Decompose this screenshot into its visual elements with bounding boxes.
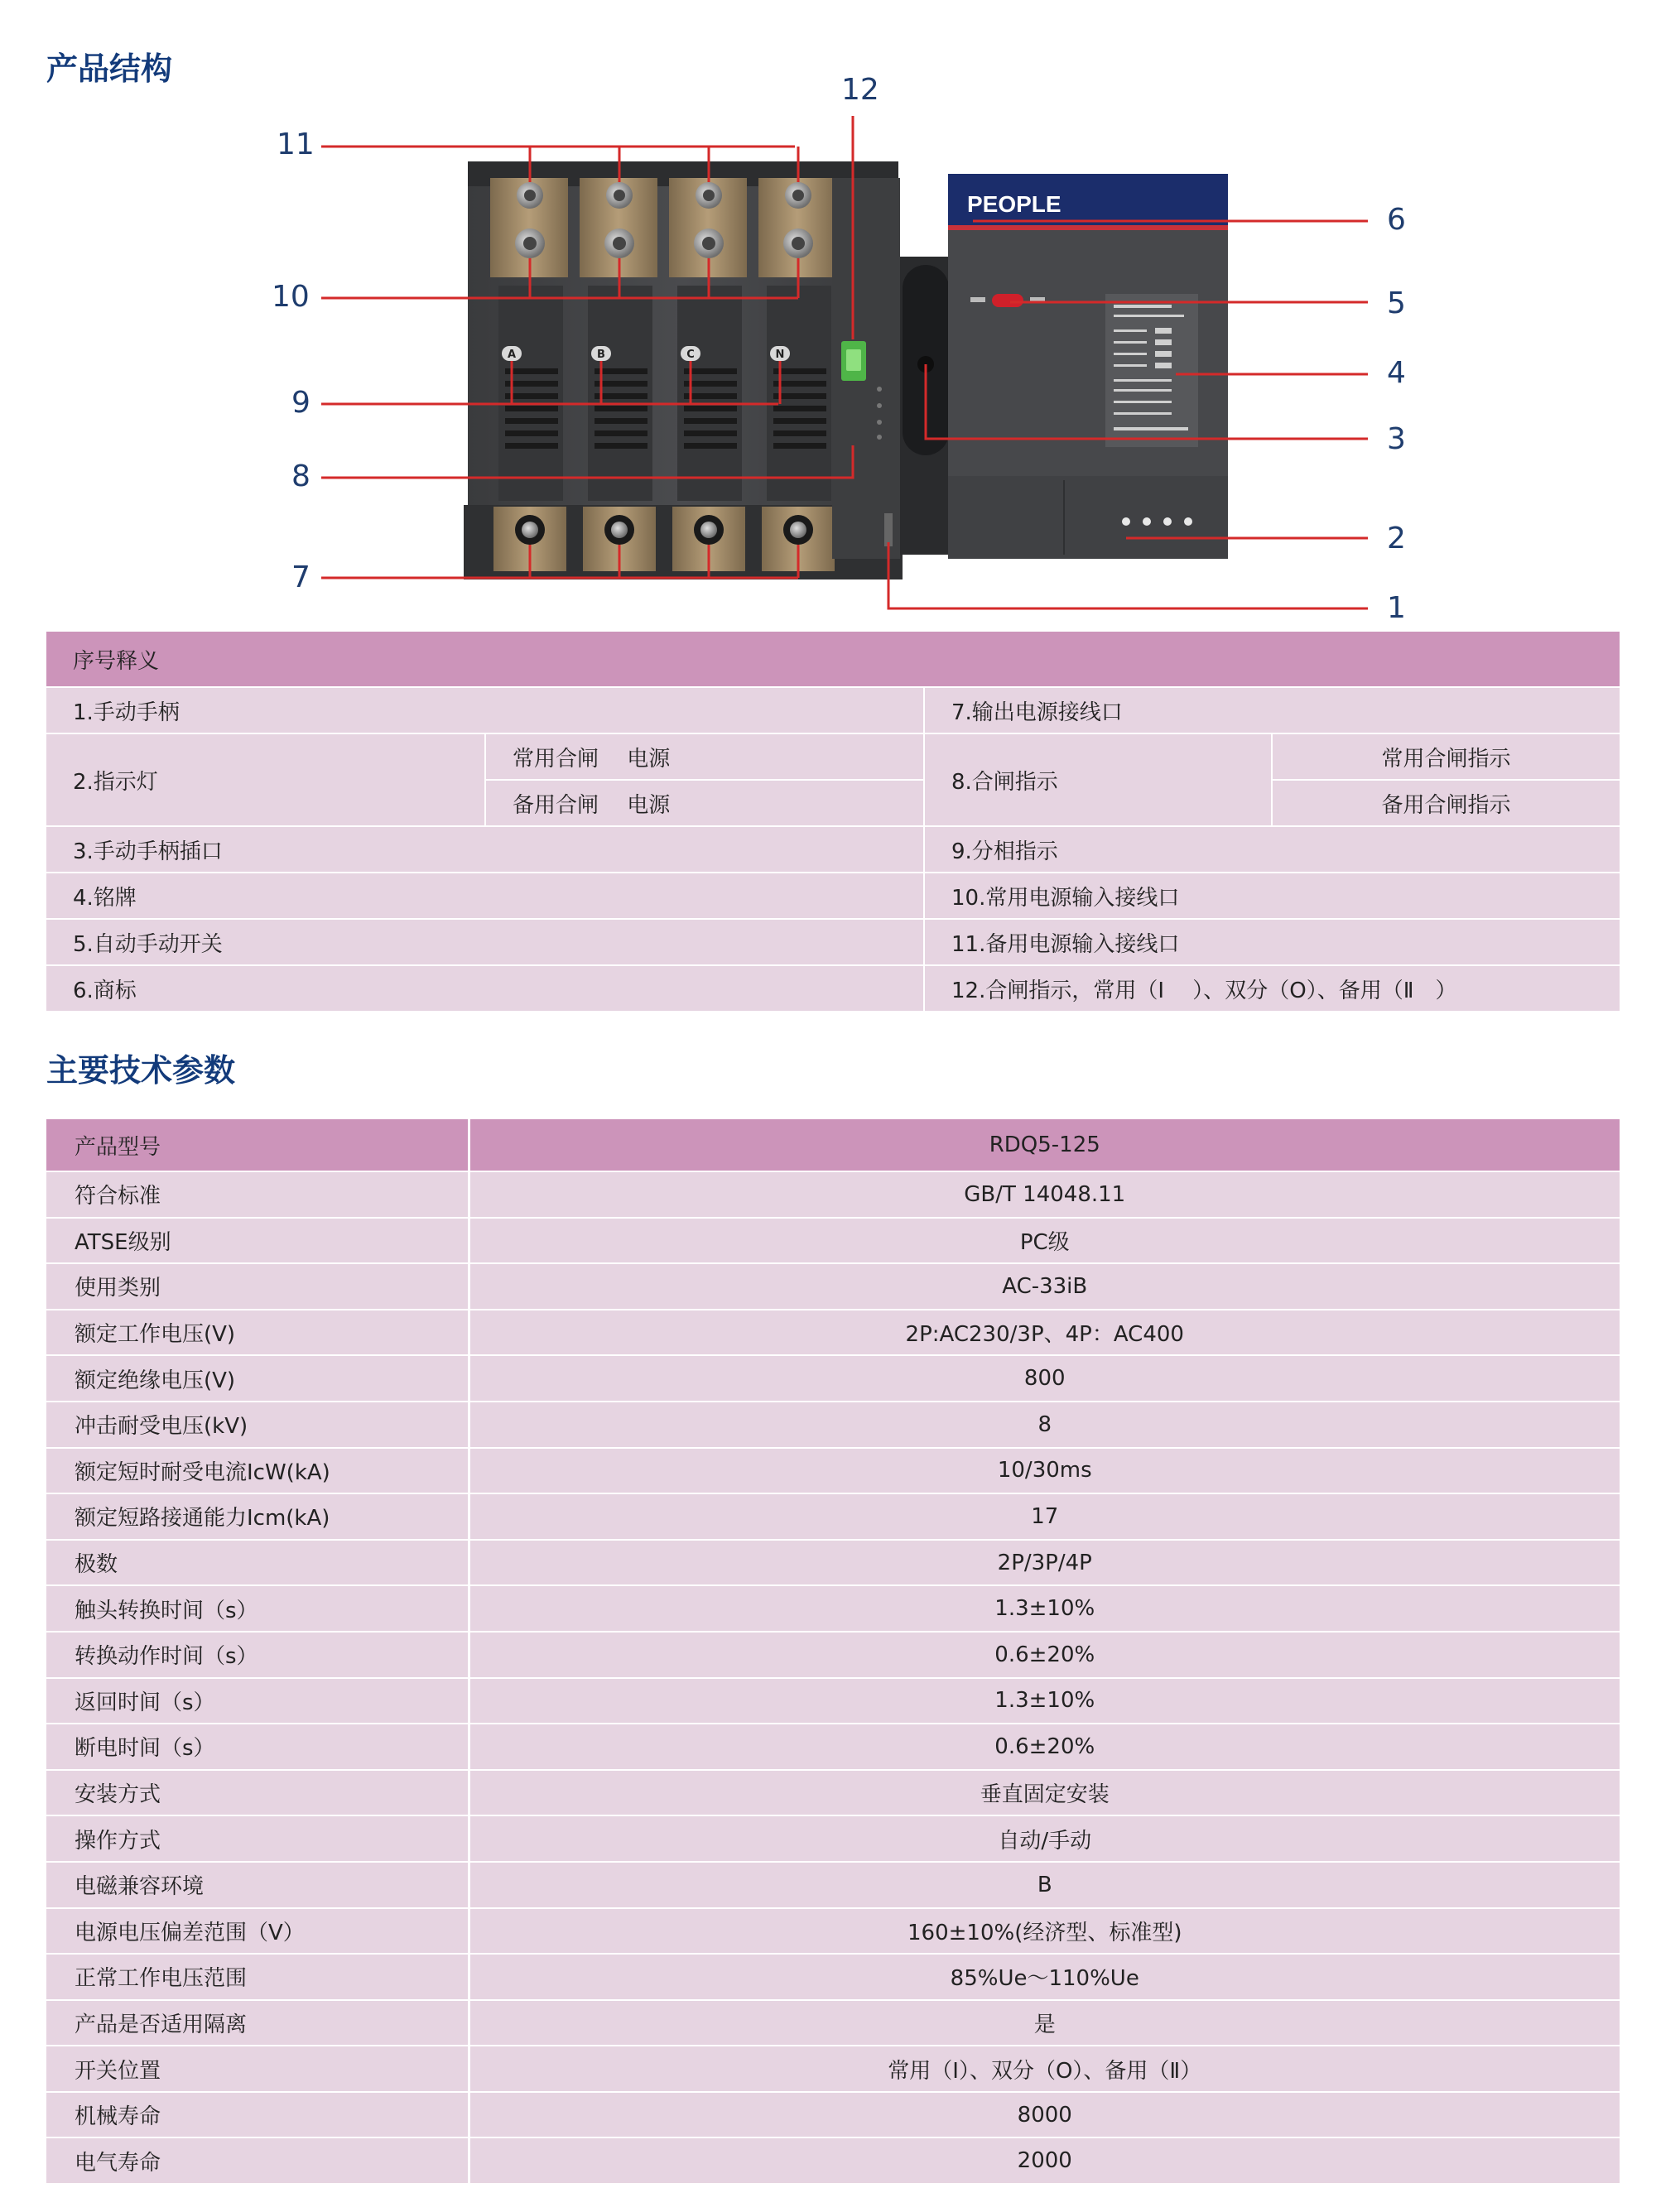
param-value: GB/T 14048.11 [469,1171,1620,1218]
param-value: 垂直固定安装 [469,1770,1620,1816]
legend-item-10: 10.常用电源输入接线口 [924,873,1620,919]
legend-item-3: 3.手动手柄插口 [46,826,924,873]
param-value: 常用（Ⅰ）、双分（O）、备用（Ⅱ） [469,2046,1620,2092]
callout-11: 11 [277,127,315,161]
product-structure-diagram [0,0,1656,629]
param-key: 返回时间（s） [46,1678,469,1724]
section-title-structure: 产品结构 [46,50,173,87]
param-value: 17 [469,1493,1620,1540]
param-value: 8000 [469,2092,1620,2138]
legend-item-2-sub1: 常用合闸 电源 [485,733,924,780]
pole-c [669,178,747,571]
legend-item-7: 7.输出电源接线口 [924,687,1620,733]
legend-item-6: 6.商标 [46,965,924,1012]
param-value: 160±10%(经济型、标准型) [469,1908,1620,1955]
param-value: 1.3±10% [469,1585,1620,1632]
param-key: 额定绝缘电压(V) [46,1355,469,1402]
param-header-value: RDQ5-125 [469,1119,1620,1171]
legend-item-2-sub2: 备用合闸 电源 [485,780,924,826]
param-key: 开关位置 [46,2046,469,2092]
callout-6: 6 [1387,203,1406,237]
callout-10: 10 [272,280,310,314]
callout-7: 7 [291,560,310,594]
param-value: AC-33iB [469,1263,1620,1310]
pole-label-a: A [507,349,517,361]
legend-table [46,632,1620,1012]
pole-label-n: N [775,349,785,361]
param-key: 符合标准 [46,1171,469,1218]
callout-4: 4 [1387,356,1406,390]
param-key: 电磁兼容环境 [46,1862,469,1908]
pole-label-b: B [597,349,605,361]
param-value: 1.3±10% [469,1678,1620,1724]
param-value: 自动/手动 [469,1815,1620,1862]
param-value: 2P:AC230/3P、4P：AC400 [469,1310,1620,1356]
param-key: 额定短路接通能力Icm(kA) [46,1493,469,1540]
param-key: 极数 [46,1540,469,1586]
legend-item-11: 11.备用电源输入接线口 [924,919,1620,965]
param-key: 产品是否适用隔离 [46,2000,469,2046]
param-value: 2000 [469,2137,1620,2184]
callout-5: 5 [1387,286,1406,320]
param-value: 0.6±20% [469,1724,1620,1770]
pole-a [490,178,568,571]
param-value: 10/30ms [469,1448,1620,1494]
legend-item-8: 8.合闸指示 [924,733,1272,826]
param-key: 转换动作时间（s） [46,1632,469,1678]
param-key: 电气寿命 [46,2137,469,2184]
param-key: 额定短时耐受电流IcW(kA) [46,1448,469,1494]
callout-2: 2 [1387,522,1406,555]
legend-item-8-sub1: 常用合闸指示 [1272,733,1620,780]
param-value: B [469,1862,1620,1908]
brand-logo: PEOPLE [967,191,1061,217]
legend-item-1: 1.手动手柄 [46,687,924,733]
callout-9: 9 [291,386,310,420]
legend-item-5: 5.自动手动开关 [46,919,924,965]
callout-3: 3 [1387,422,1406,456]
param-key: 电源电压偏差范围（V） [46,1908,469,1955]
param-key: 正常工作电压范围 [46,1954,469,2000]
legend-item-9: 9.分相指示 [924,826,1620,873]
param-value: 是 [469,2000,1620,2046]
param-value: 0.6±20% [469,1632,1620,1678]
param-key: 断电时间（s） [46,1724,469,1770]
param-key: 操作方式 [46,1815,469,1862]
param-value: 800 [469,1355,1620,1402]
param-key: ATSE级别 [46,1218,469,1264]
param-key: 使用类别 [46,1263,469,1310]
legend-item-2: 2.指示灯 [46,733,485,826]
param-key: 额定工作电压(V) [46,1310,469,1356]
params-table [46,1119,1620,2185]
legend-item-12: 12.合闸指示，常用（Ⅰ ）、双分（O）、备用（Ⅱ ） [924,965,1620,1012]
pole-n [758,178,836,571]
legend-item-8-sub2: 备用合闸指示 [1272,780,1620,826]
pole-label-c: C [686,349,695,361]
param-value: 8 [469,1402,1620,1448]
callout-12: 12 [841,73,879,107]
param-key: 冲击耐受电压(kV) [46,1402,469,1448]
param-key: 安装方式 [46,1770,469,1816]
param-value: 85%Ue～110%Ue [469,1954,1620,2000]
auto-manual-switch [992,294,1023,307]
callout-1: 1 [1387,591,1406,625]
param-key: 机械寿命 [46,2092,469,2138]
callout-8: 8 [291,459,310,493]
section-title-params: 主要技术参数 [46,1052,236,1089]
param-value: PC级 [469,1218,1620,1264]
legend-item-4: 4.铭牌 [46,873,924,919]
param-value: 2P/3P/4P [469,1540,1620,1586]
pole-b [580,178,657,571]
param-key: 触头转换时间（s） [46,1585,469,1632]
param-header-key: 产品型号 [46,1119,469,1171]
legend-header: 序号释义 [46,632,1620,687]
